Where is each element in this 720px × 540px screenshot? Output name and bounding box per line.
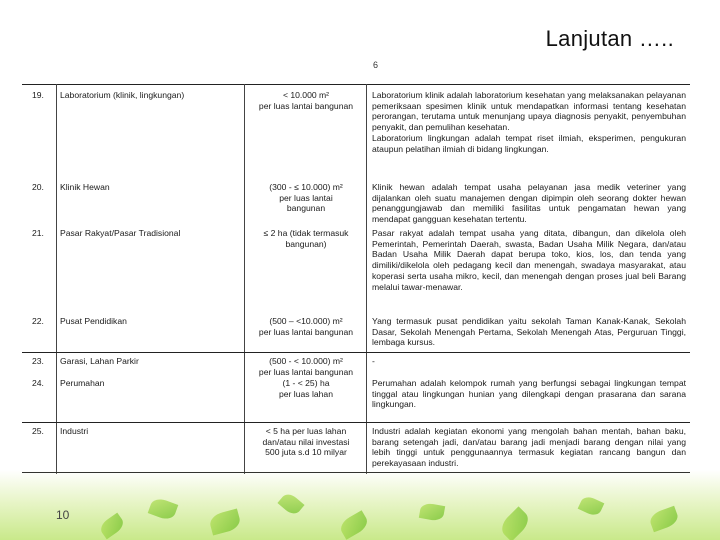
row-activity-name: Pusat Pendidikan: [60, 316, 127, 326]
row-number: 21.: [32, 228, 44, 238]
leaf-icon: [337, 510, 370, 540]
row-description: Laboratorium klinik adalah laboratorium kesehatan yang melaksanakan pelayanan pemeriksaan spesimen klinik untuk mendapatkan informasi tentang kesehatan perorangan, terutama untuk menunjang upaya diagnosis penyakit, penyembuhan penyakit, dan pemulihan kesehatan. Laboratorium lingkungan adalah tempat riset ilmiah, eksperimen, pengukuran ataupun pelatihan ilmiah di bidang lingkungan.: [372, 90, 686, 154]
row-number: 20.: [32, 182, 44, 192]
row-description: Klinik hewan adalah tempat usaha pelayanan jasa medik veteriner yang dijalankan oleh suatu manajemen dengan dipimpin oleh seorang dokter hewan penanggungjawab dan memiliki fasilitas untuk pengamatan hewan yang mendapat gangguan kesehatan tertentu.: [372, 182, 686, 225]
leaf-icon: [277, 491, 304, 517]
row-scale: (500 – <10.000) m² per luas lantai bangunan: [258, 316, 354, 337]
row-scale: (500 - < 10.000) m² per luas lantai bangunan: [258, 356, 354, 377]
row-activity-name: Laboratorium (klinik, lingkungan): [60, 90, 185, 100]
row-activity-name: Garasi, Lahan Parkir: [60, 356, 139, 366]
slide-title: Lanjutan …..: [545, 26, 674, 51]
row-scale: (1 - < 25) ha per luas lahan: [279, 378, 333, 399]
row-activity-name: Perumahan: [60, 378, 105, 388]
leaf-icon: [648, 506, 680, 532]
leaf-icon: [419, 502, 445, 522]
column-divider: [244, 84, 245, 474]
row-number: 25.: [32, 426, 44, 436]
row-number: 19.: [32, 90, 44, 100]
row-activity-name: Pasar Rakyat/Pasar Tradisional: [60, 228, 181, 238]
row-scale: (300 - ≤ 10.000) m² per luas lantai bangunan: [269, 182, 343, 214]
document-page-number: 6: [373, 60, 379, 70]
decorative-leaf-footer: [0, 470, 720, 540]
row-separator: [22, 352, 690, 353]
row-description: Industri adalah kegiatan ekonomi yang mengolah bahan mentah, bahan baku, barang setengah jadi, dan/atau barang jadi menjadi barang dengan nilai yang lebih tinggi untuk penggunaannya termasuk kegiatan rancang bangun dan perekayasaan industri.: [372, 426, 686, 469]
row-number: 24.: [32, 378, 44, 388]
column-divider: [56, 84, 57, 474]
row-activity-name: Industri: [60, 426, 89, 436]
row-description: Pasar rakyat adalah tempat usaha yang ditata, dibangun, dan dikelola oleh Pemerintah, Pemerintah Daerah, swasta, Badan Usaha Milik Negara, dan/atau Badan Usaha Milik Daerah dapat berupa toko, kios, los, dan tenda yang dimiliki/dikelola oleh pedagang kecil dan menengah, swadaya masyarakat, atau koperasi serta usaha mikro, kecil, dan menengah dengan proses jual beli Barang melalui tawar-menawar.: [372, 228, 686, 292]
row-scale: ≤ 2 ha (tidak termasuk bangunan): [263, 228, 349, 249]
scanned-document-table: [22, 56, 690, 474]
slide-number: 10: [56, 508, 70, 522]
leaf-icon: [148, 496, 179, 522]
leaf-icon: [208, 508, 242, 535]
row-description: Perumahan adalah kelompok rumah yang berfungsi sebagai lingkungan tempat tinggal atau lingkungan hunian yang dilengkapi dengan prasarana dan sarana lingkungan.: [372, 378, 686, 410]
row-number: 22.: [32, 316, 44, 326]
row-scale: < 5 ha per luas lahan dan/atau nilai investasi 500 juta s.d 10 milyar: [262, 426, 350, 458]
row-number: 23.: [32, 356, 44, 366]
leaf-icon: [578, 494, 605, 518]
table-top-rule: [22, 84, 690, 85]
column-divider: [366, 84, 367, 474]
leaf-icon: [98, 513, 127, 540]
row-activity-name: Klinik Hewan: [60, 182, 110, 192]
leaf-icon: [497, 506, 532, 540]
row-scale: < 10.000 m² per luas lantai bangunan: [258, 90, 354, 111]
row-description: -: [372, 356, 375, 366]
row-separator: [22, 422, 690, 423]
row-description: Yang termasuk pusat pendidikan yaitu sekolah Taman Kanak-Kanak, Sekolah Dasar, Sekolah Menengah Pertama, Sekolah Menengah Atas, Perguruan Tinggi, lembaga kursus.: [372, 316, 686, 348]
